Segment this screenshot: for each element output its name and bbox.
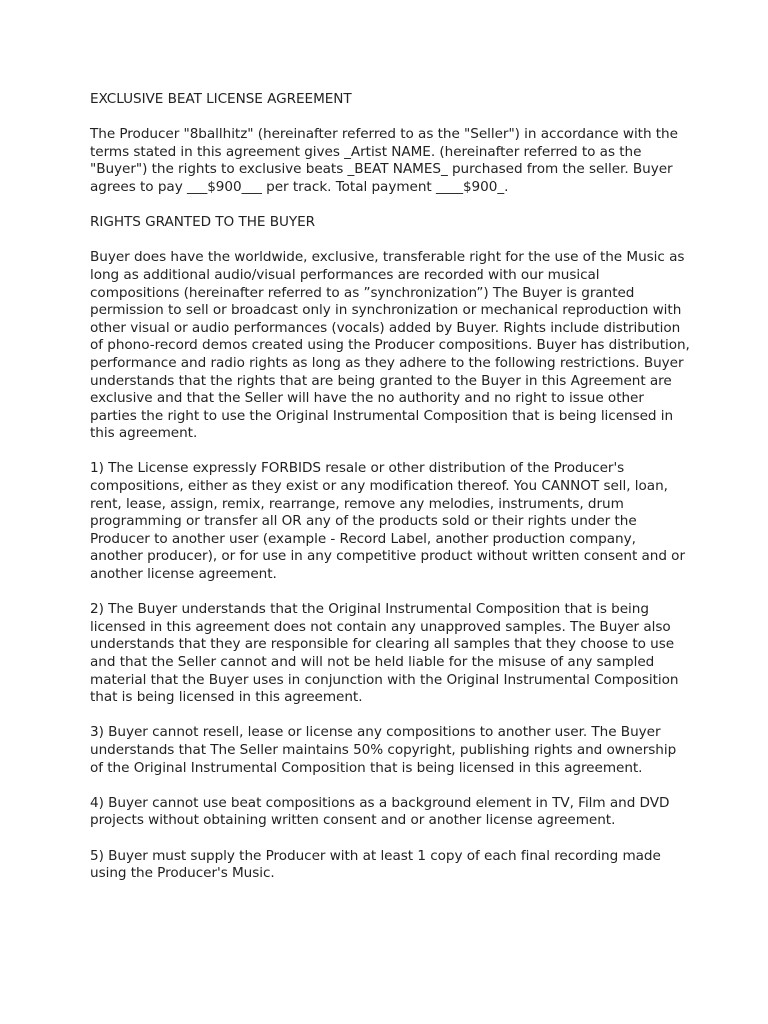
clause-2: 2) The Buyer understands that the Original Instrumental Composition that is being licensed in this agreement does not contain any unapproved samples. The Buyer also understands that they are responsible for clearing all samples that they choose to use and that the Seller cannot and will not be held liable for the misuse of any sampled material that the Buyer uses in conjunction with the Original Instrumental Composition that is being licensed in this agreement. [90, 601, 679, 706]
document-title: EXCLUSIVE BEAT LICENSE AGREEMENT [90, 91, 352, 107]
clause-1: 1) The License expressly FORBIDS resale or other distribution of the Producer's compositions, either as they exist or any modification thereof. You CANNOT sell, loan, rent, lease, assign, remix, rearrange, remove any melodies, instruments, drum programming or transfer all OR any of the products sold or their rights under the Producer to another user (example - Record Label, another production company, another producer), or for use in any competitive product without written consent and or another license agreement. [90, 460, 685, 583]
clause-3: 3) Buyer cannot resell, lease or license any compositions to another user. The Buyer understands that The Seller maintains 50% copyright, publishing rights and ownership of the Original Instrumental Composition that is being licensed in this agreement. [90, 724, 677, 776]
clause-4: 4) Buyer cannot use beat compositions as a background element in TV, Film and DVD projects without obtaining written consent and or another license agreement. [90, 794, 670, 829]
rights-paragraph: Buyer does have the worldwide, exclusive, transferable right for the use of the Music as long as additional audio/visual performances are recorded with our musical compositions (hereinafter referred to as ”synchronization”) The Buyer is granted permission to sell or broadcast only in synchronization or mechanical reproduction with other visual or audio performances (vocals) added by Buyer. Rights include distribution of phono-record demos created using the Producer compositions. Buyer has distribution, performance and radio rights as long as they adhere to the following restrictions. Buyer understands that the rights that are being granted to the Buyer in this Agreement are exclusive and that the Seller will have the no authority and no right to issue other parties the right to use the Original Instrumental Composition that is being licensed in this agreement. [90, 249, 690, 442]
clause-5: 5) Buyer must supply the Producer with at least 1 copy of each final recording made using the Producer's Music. [90, 847, 661, 882]
section-heading: RIGHTS GRANTED TO THE BUYER [90, 214, 316, 231]
document-body [90, 91, 690, 900]
intro-paragraph: The Producer "8ballhitz" (hereinafter referred to as the "Seller") in accordance with the terms stated in this agreement gives _Artist NAME. (hereinafter referred to as the "Buyer") the rights to exclusive beats _BEAT NAMES_ purchased from the seller. Buyer agrees to pay ___$900___ per track. Total payment ____$900_. [90, 126, 678, 195]
